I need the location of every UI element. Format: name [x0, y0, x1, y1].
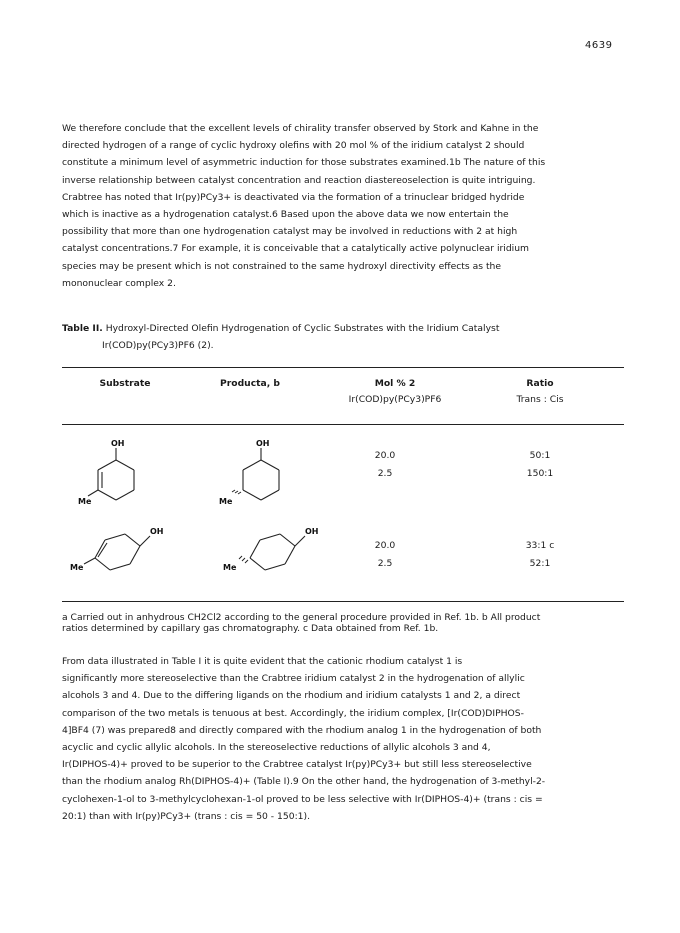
paragraph-line: inverse relationship between catalyst concentration and reaction diastereoselection is quite intriguing. [62, 174, 536, 186]
hydroxyl-label: OH [111, 439, 125, 448]
product-structure-1 [219, 438, 305, 508]
ratio-value: 150:1 [526, 468, 554, 479]
paragraph-line: which is inactive as a hydrogenation catalyst.6 Based upon the above data we now entertain the [62, 209, 509, 221]
methyl-label: Me [219, 497, 233, 506]
table-footnotes [62, 612, 622, 634]
paragraph-line: From data illustrated in Table I it is quite evident that the cationic rhodium catalyst 1 is [62, 656, 463, 667]
paragraph-line: significantly more stereoselective than the Crabtree iridium catalyst 2 in the hydrogenation of allylic [62, 673, 525, 685]
paragraph-1 [62, 120, 622, 292]
paragraph-2 [62, 653, 622, 825]
methyl-label: Me [70, 563, 84, 572]
header-ratio: Ratio [526, 378, 554, 389]
methyl-label: Me [78, 497, 92, 506]
table-catalyst: Ir(COD)py(PCy3)PF6 (2). [102, 340, 214, 351]
header-mol-percent: Mol % 2 [374, 378, 416, 389]
table-header-rule [62, 424, 624, 425]
ratio-value: 33:1 c [525, 540, 555, 551]
table-label: Table II. [62, 323, 103, 334]
paragraph-line: cyclohexen-1-ol to 3-methylcyclohexan-1-ol proved to be less selective with Ir(DIPHOS-4)+ (trans : cis = [62, 793, 543, 805]
ratio-value: 50:1 [529, 450, 551, 461]
mol-value: 20.0 [374, 450, 396, 461]
hydroxyl-label: OH [305, 527, 319, 536]
paragraph-line: possibility that more than one hydrogenation catalyst may be involved in reductions with 2 at high [62, 226, 518, 238]
paragraph-line: acyclic and cyclic allylic alcohols. In the stereoselective reductions of allylic alcohols 3 and 4, [62, 742, 491, 754]
mol-value: 2.5 [377, 468, 393, 479]
table-caption [62, 320, 622, 354]
table-bottom-rule [62, 601, 624, 602]
paragraph-line: 20:1) than with Ir(py)PCy3+ (trans : cis = 50 - 150:1). [62, 810, 311, 822]
product-structure-2 [225, 520, 325, 580]
paragraph-line: constitute a minimum level of asymmetric induction for those substrates examined.1b The nature of this [62, 157, 546, 169]
table-title: Hydroxyl-Directed Olefin Hydrogenation of Cyclic Substrates with the Iridium Catalyst [105, 323, 500, 334]
paragraph-line: We therefore conclude that the excellent levels of chirality transfer observed by Stork and Kahne in the [62, 123, 539, 134]
paragraph-line: mononuclear complex 2. [62, 277, 176, 289]
footnote-line: a Carried out in anhydrous CH2Cl2 according to the general procedure provided in Ref. 1b. b All product [62, 612, 541, 623]
paragraph-line: comparison of the two metals is tenuous at best. Accordingly, the iridium complex, [Ir(COD)DIPHOS- [62, 707, 524, 719]
hydroxyl-label: OH [150, 527, 164, 536]
header-product: Producta, b [220, 378, 280, 389]
paragraph-line: Ir(DIPHOS-4)+ proved to be superior to the Crabtree catalyst Ir(py)PCy3+ but still less stereoselective [62, 759, 532, 771]
paragraph-line: catalyst concentrations.7 For example, it is conceivable that a catalytically active polynuclear iridium [62, 243, 529, 255]
footnote-line: ratios determined by capillary gas chromatography. c Data obtained from Ref. 1b. [62, 623, 439, 634]
mol-value: 2.5 [377, 558, 393, 569]
page-number: 4639 [585, 40, 613, 51]
paragraph-line: Crabtree has noted that Ir(py)PCy3+ is deactivated via the formation of a trinuclear bridged hydride [62, 191, 525, 203]
ratio-value: 52:1 [529, 558, 551, 569]
table-top-rule [62, 367, 624, 368]
hydroxyl-label: OH [256, 439, 270, 448]
paragraph-line: 4]BF4 (7) was prepared8 and directly compared with the rhodium analog 1 in the hydrogenation of both [62, 724, 542, 736]
mol-value: 20.0 [374, 540, 396, 551]
paragraph-line: alcohols 3 and 4. Due to the differing ligands on the rhodium and iridium catalysts 1 and 2, a direct [62, 690, 521, 702]
paragraph-line: directed hydrogen of a range of cyclic hydroxy olefins with 20 mol % of the iridium catalyst 2 should [62, 140, 525, 152]
paragraph-line: than the rhodium analog Rh(DIPHOS-4)+ (Table I).9 On the other hand, the hydrogenation of 3-methyl-2- [62, 776, 546, 788]
paragraph-line: species may be present which is not constrained to the same hydroxyl directivity effects as the [62, 260, 502, 272]
header-catalyst-formula: Ir(COD)py(PCy3)PF6 [348, 394, 442, 405]
header-trans-cis: Trans : Cis [516, 394, 564, 405]
methyl-label: Me [223, 563, 237, 572]
substrate-structure-1 [80, 438, 160, 508]
substrate-structure-2 [70, 520, 170, 580]
header-substrate: Substrate [99, 378, 151, 389]
